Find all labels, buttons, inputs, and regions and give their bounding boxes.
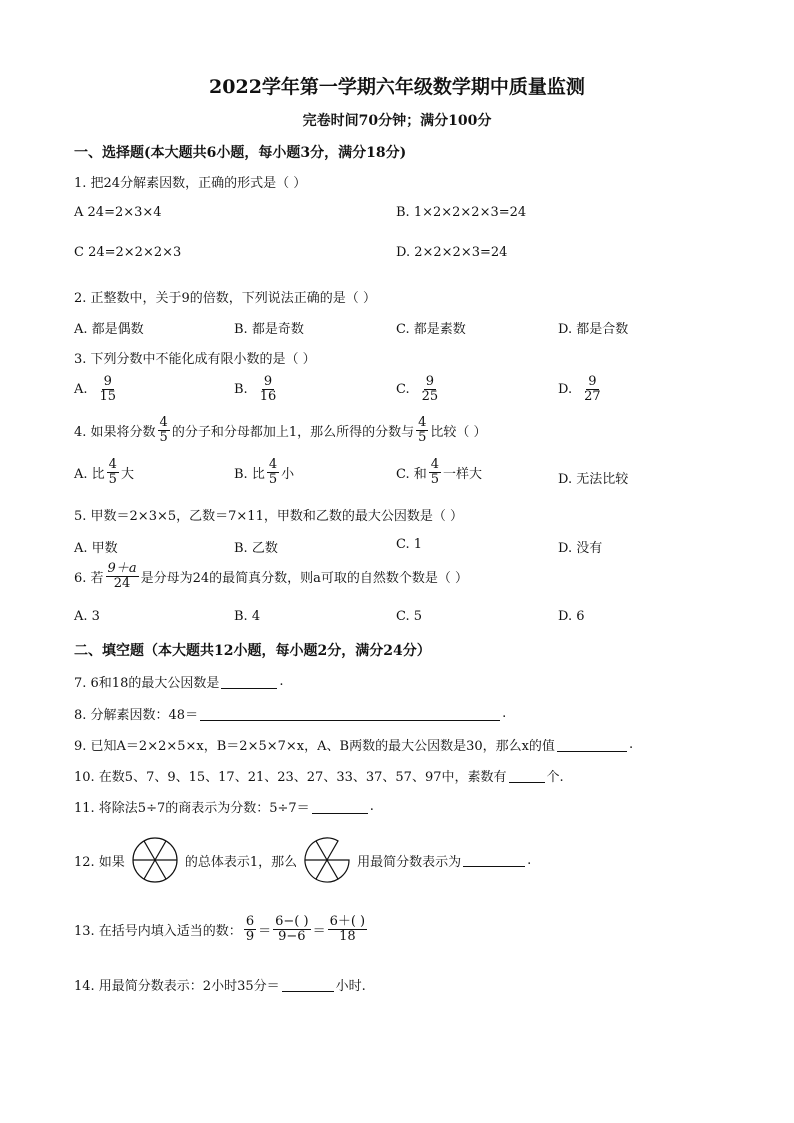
fraction-denominator: 27 [584,389,601,405]
question-3-option-b [234,375,280,405]
fraction [420,375,441,405]
question-7 [74,672,284,691]
question-6-option-d: D. 6 [558,609,585,624]
question-4-stem [74,416,487,446]
fraction-denominator: 5 [159,430,168,446]
question-6-stem [74,562,468,592]
option-label: C. [396,382,410,398]
question-5-option-a: A. 甲数 [74,541,118,556]
option-text: B. 比 [234,467,265,483]
question-text: . [628,737,634,752]
fraction-numerator: 9 [588,374,597,389]
answer-blank[interactable] [282,978,334,992]
question-6-option-b: B. 4 [234,609,261,624]
answer-blank[interactable] [557,738,627,752]
question-2-option-b: B. 都是奇数 [234,322,304,337]
question-text: . [369,799,374,814]
section-heading-fill: 二、填空题（本大题共12小题，每小题2分，满分24分） [74,643,431,659]
fraction-numerator: 9 [103,374,112,389]
question-1-stem: 1. 把24分解素因数，正确的形式是（ ） [74,176,307,191]
fraction [107,458,119,488]
stem-text: 比较（ ） [430,425,487,441]
option-label: B. [234,382,248,398]
question-4-option-b [234,458,294,488]
question-2-option-a: A. 都是偶数 [74,322,144,337]
fraction-denominator: 5 [430,472,440,488]
question-5-option-d: D. 没有 [558,541,603,556]
option-label: A. [74,382,88,398]
question-2-stem: 2. 正整数中，关于9的倍数，下列说法正确的是（ ） [74,291,376,306]
option-text: 一样大 [443,467,483,483]
question-text: 小时. [335,979,366,994]
question-text: 14. 用最简分数表示：2小时35分＝ [74,979,280,994]
page-subtitle: 完卷时间70分钟；满分100分 [302,113,492,129]
question-10 [74,766,564,785]
option-label: D. [558,382,573,398]
circle-five-parts-icon [303,836,351,884]
option-text: 小 [281,467,295,483]
question-text: 9. 已知A＝2×2×5×x，B＝2×5×7×x，A、B两数的最大公因数是30，那么x的值 [74,739,555,754]
answer-blank[interactable] [509,769,545,783]
fraction-numerator: 4 [268,457,278,472]
fraction [158,416,170,446]
fraction [416,416,428,446]
question-text: 11. 将除法5÷7的商表示为分数：5÷7＝ [74,801,310,816]
fraction-numerator: 4 [108,457,117,472]
question-text: 12. 如果 [74,854,125,870]
question-2-option-d: D. 都是合数 [558,322,629,337]
fraction [244,915,256,945]
question-2-option-c: C. 都是素数 [396,322,466,337]
fraction [258,375,279,405]
stem-text: 的分子和分母都加上1，那么所得的分数与 [171,425,415,441]
question-5-option-b: B. 乙数 [234,541,278,556]
question-11 [74,797,374,816]
question-8 [74,704,506,723]
option-text: C. 和 [396,467,427,483]
answer-blank[interactable] [221,675,277,689]
question-5-option-c: C. 1 [396,537,423,552]
question-text: 13. 在括号内填入适当的数： [74,924,242,940]
fraction [429,458,441,488]
fraction-numerator: 9 [425,374,435,389]
fraction-numerator: 6 [245,914,255,929]
question-text: . [502,706,507,721]
fraction-denominator: 9−6 [278,929,306,945]
fraction-denominator: 25 [421,389,439,405]
question-12 [74,836,531,884]
fraction-denominator: 18 [339,929,356,945]
stem-text: 6. 若 [74,571,104,587]
question-6-option-a: A. 3 [74,609,100,624]
fraction [267,458,279,488]
fraction-denominator: 5 [268,472,278,488]
question-text: 的总体表示1，那么 [184,854,298,870]
fraction [328,915,368,945]
fraction-denominator: 9 [245,929,255,945]
fraction-denominator: 5 [418,430,427,446]
fraction-denominator: 24 [113,576,131,592]
circle-six-parts-icon [131,836,179,884]
equals-sign: ＝ [312,924,326,940]
stem-text: 4. 如果将分数 [74,425,156,441]
equals-sign: ＝ [258,924,272,940]
fraction [106,562,139,592]
question-6-option-c: C. 5 [396,609,423,624]
fraction-numerator: 9 [263,374,273,389]
question-13 [74,915,369,945]
question-text: . [279,674,284,689]
question-3-option-d [558,375,605,405]
question-text: 个. [546,770,564,785]
question-3-option-a [74,375,120,405]
fraction-numerator: 4 [430,457,440,472]
fraction [273,915,310,945]
fraction-denominator: 16 [259,389,277,405]
question-3-option-c [396,375,442,405]
question-5-stem: 5. 甲数＝2×3×5，乙数＝7×11，甲数和乙数的最大公因数是（ ） [74,509,463,524]
answer-blank[interactable] [312,800,368,814]
fraction-numerator[interactable]: 6−( ) [275,914,309,929]
question-text: . [527,852,532,868]
question-text: 10. 在数5、7、9、15、17、21、23、27、33、37、57、97中，素数有 [74,770,507,785]
option-text: A. 比 [74,467,105,483]
question-4-option-d: D. 无法比较 [558,472,629,487]
question-text: 用最简分数表示为 [357,854,462,870]
question-4-option-c [396,458,482,488]
fraction-numerator: 4 [159,415,168,430]
stem-text: 是分母为24的最简真分数，则a可取的自然数个数是（ ） [140,571,469,587]
fraction [582,375,603,405]
fraction-numerator[interactable]: 6＋( ) [329,914,366,929]
question-14 [74,975,366,994]
section-heading-choice: 一、选择题(本大题共6小题，每小题3分，满分18分) [74,145,407,161]
page-title: 2022学年第一学期六年级数学期中质量监测 [209,76,585,98]
question-3-stem: 3. 下列分数中不能化成有限小数的是（ ） [74,352,316,367]
fraction-numerator: 9＋a [107,561,137,576]
fraction-denominator: 15 [99,389,117,405]
question-1-option-b: B. 1×2×2×2×3=24 [396,205,527,220]
question-1-option-d: D. 2×2×2×3=24 [396,245,508,260]
fraction-denominator: 5 [108,472,117,488]
question-text: 7. 6和18的最大公因数是 [74,676,220,691]
answer-blank[interactable] [200,707,500,721]
question-text: 8. 分解素因数：48＝ [74,708,199,723]
question-1-option-c: C 24=2×2×2×3 [74,245,182,260]
fraction-numerator: 4 [418,415,427,430]
question-1-option-a: A 24=2×3×4 [74,205,162,220]
fraction [98,375,119,405]
question-4-option-a [74,458,134,488]
option-text: 大 [120,467,134,483]
answer-blank[interactable] [463,853,525,867]
question-9 [74,735,633,754]
